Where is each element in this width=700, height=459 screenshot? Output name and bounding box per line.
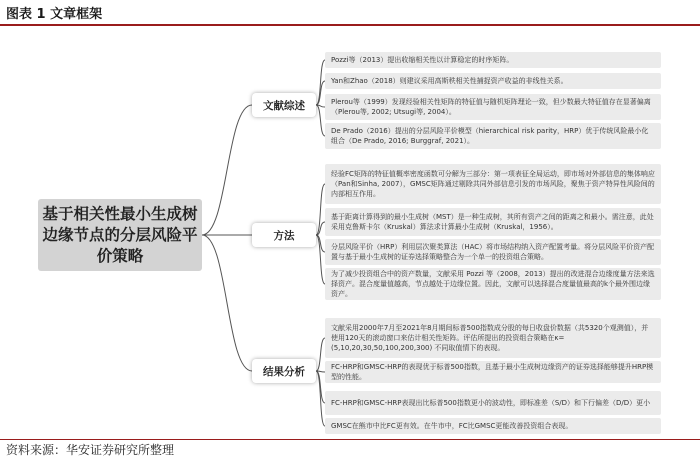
footer-divider — [0, 439, 700, 440]
leaf-review-yan-zhao: Yan和Zhao（2018）则建议采用高斯秩相关性捕捉资产收益的非线性关系。 — [325, 73, 661, 89]
leaf-review-de-prado: De Prado（2016）提出的分层风险平价模型（hierarchical risk parity，HRP）优于传统风险最小化组合（De Prado, 2016; Burggraf, 2021）。 — [325, 123, 661, 149]
leaf-results-bear-bull: GMSC在熊市中比FC更有效。在牛市中，FC比GMSC更能改善投资组合表现。 — [325, 418, 661, 434]
connector-results-leaf — [316, 338, 325, 371]
connector-root-results — [202, 235, 252, 371]
source-note: 资料来源：华安证券研究所整理 — [6, 443, 175, 457]
leaf-review-plerou: Plerou等（1999）发现经验相关性矩阵的特征值与随机矩阵理论一致，但少数最大特征值存在显著偏离（Plerou等, 2002; Utsugi等, 2004）。 — [325, 94, 661, 120]
branch-results-analysis: 结果分析 — [252, 359, 316, 383]
leaf-method-fc-matrix: 经验FC矩阵的特征值概率密度函数可分解为三部分：第一项表征全局运动，即市场对外部信息的集体响应（Pan和Sinha, 2007），GMSC矩阵通过剔除共同外部信息引发的市场风险，聚焦于资产特异性风险间的内部相互作用。 — [325, 164, 661, 204]
leaf-results-data: 文献采用2000年7月至2021年8月期间标普500指数成分股的每日收盘价数据（共5320个观测值），并使用120天的滚动窗口来估计相关性矩阵。评估所提出的投资组合策略在κ=(5,10,20,30,50,100,200,300) 不同取值情下的表现。 — [325, 318, 661, 358]
leaf-results-volatility: FC-HRP和GMSC-HRP表现出比标普500指数更小的波动性，即标准差（S/D）和下行偏差（D/D）更小 — [325, 391, 661, 415]
leaf-method-mst: 基于距离计算得到的最小生成树（MST）是一种生成树，其所有资产之间的距离之和最小。需注意，此处采用克鲁斯卡尔（Kruskal）算法求计算最小生成树（Kruskal，1956）。 — [325, 208, 661, 236]
leaf-method-hrp: 分层风险平价（HRP）利用层次聚类算法（HAC）将市场结构纳入资产配置考量。将分层风险平价资产配置与基于最小生成树的证券选择策略整合为一个单一的投资组合策略。 — [325, 239, 661, 265]
figure-title: 图表 1 文章框架 — [6, 7, 103, 22]
branch-literature-review: 文献综述 — [252, 93, 316, 117]
connector-results-leaf — [316, 371, 325, 426]
connector-method-leaf — [316, 235, 325, 252]
leaf-method-peripheral-assets: 为了减少投资组合中的资产数量，文献采用 Pozzi 等（2008，2013）提出的改进混合边缘度量方法来选择资产。混合度量值越高，节点越处于边缘位置。因此，文献可以选择混合度量值最高的k个最外围边缘资产。 — [325, 268, 661, 300]
connector-review-leaf — [316, 105, 325, 136]
connector-root-review — [202, 105, 252, 235]
leaf-review-pozzi: Pozzi等（2013）提出收缩相关性以计算稳定的时序矩阵。 — [325, 52, 661, 68]
branch-method: 方法 — [252, 223, 316, 247]
leaf-results-outperform: FC-HRP和GMSC-HRP的表现优于标普500指数，且基于最小生成树边缘资产的证券选择能够提升HRP模型的性能。 — [325, 361, 661, 383]
root-node: 基于相关性最小生成树边缘节点的分层风险平价策略 — [38, 199, 202, 271]
connector-review-leaf — [316, 60, 325, 105]
